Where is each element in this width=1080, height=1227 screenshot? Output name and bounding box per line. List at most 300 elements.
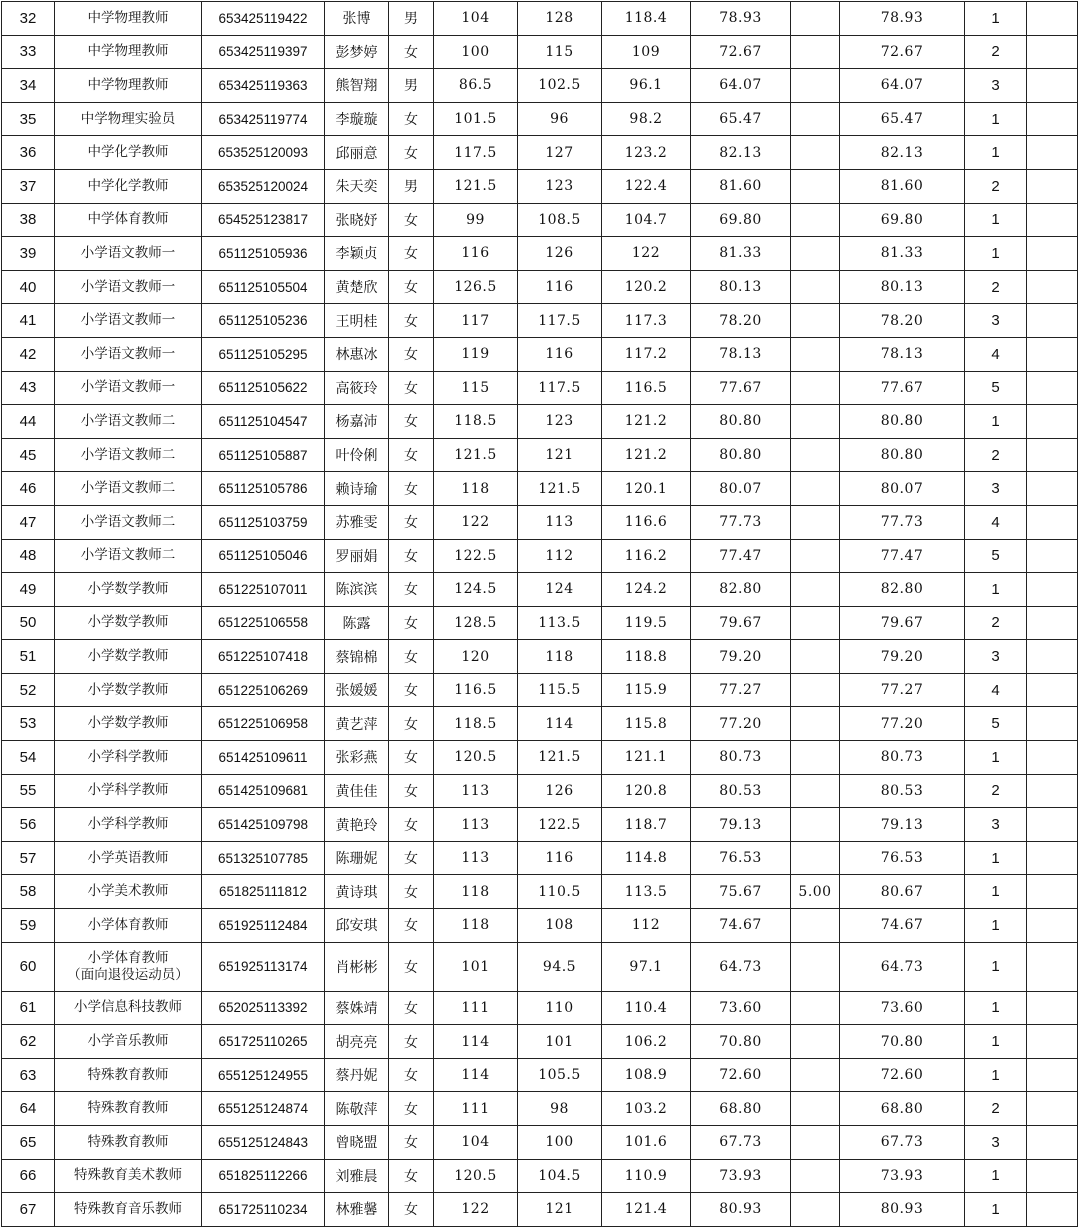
cell-score-1: 115 <box>434 371 518 405</box>
cell-score-2: 117.5 <box>518 304 602 338</box>
cell-final-score: 82.80 <box>840 573 965 607</box>
cell-position <box>55 1092 202 1126</box>
cell-candidate-name: 黄诗琪 <box>325 875 389 909</box>
cell-position <box>55 1159 202 1193</box>
cell-score-1: 121.5 <box>434 438 518 472</box>
cell-exam-id: 655125124955 <box>202 1058 325 1092</box>
cell-converted-score: 65.47 <box>691 102 791 136</box>
cell-gender: 女 <box>389 371 434 405</box>
cell-final-score: 64.73 <box>840 942 965 991</box>
table-row <box>2 505 1078 539</box>
cell-rank: 4 <box>965 505 1027 539</box>
cell-candidate-name: 陈敬萍 <box>325 1092 389 1126</box>
cell-final-score: 80.80 <box>840 438 965 472</box>
cell-rank: 5 <box>965 371 1027 405</box>
cell-serial-no: 36 <box>2 136 55 170</box>
cell-remarks <box>1027 203 1078 237</box>
cell-candidate-name: 邱安琪 <box>325 909 389 943</box>
cell-final-score: 79.13 <box>840 808 965 842</box>
cell-score-2: 112 <box>518 539 602 573</box>
cell-gender: 女 <box>389 774 434 808</box>
position-line: 特殊教育美术教师 <box>74 1167 182 1184</box>
cell-converted-score: 80.53 <box>691 774 791 808</box>
position-line: 小学数学教师 <box>87 715 169 732</box>
cell-score-1: 113 <box>434 841 518 875</box>
cell-converted-score: 80.07 <box>691 472 791 506</box>
cell-position <box>55 640 202 674</box>
cell-candidate-name: 叶伶俐 <box>325 438 389 472</box>
cell-final-score: 80.80 <box>840 405 965 439</box>
cell-bonus-points <box>791 505 840 539</box>
cell-converted-score: 79.13 <box>691 808 791 842</box>
cell-exam-id: 651925112484 <box>202 909 325 943</box>
position-line: 小学数学教师 <box>87 648 169 665</box>
cell-written-total: 116.6 <box>602 505 691 539</box>
table-row <box>2 270 1078 304</box>
position-line: 小学美术教师 <box>87 883 169 900</box>
cell-candidate-name: 李颖贞 <box>325 237 389 271</box>
cell-written-total: 96.1 <box>602 69 691 103</box>
cell-serial-no: 56 <box>2 808 55 842</box>
position-line: 小学语文教师二 <box>80 547 176 564</box>
table-row <box>2 169 1078 203</box>
cell-converted-score: 78.20 <box>691 304 791 338</box>
cell-gender: 女 <box>389 35 434 69</box>
cell-position <box>55 991 202 1025</box>
cell-serial-no: 65 <box>2 1126 55 1160</box>
cell-position <box>55 573 202 607</box>
cell-written-total: 122.4 <box>602 169 691 203</box>
cell-remarks <box>1027 808 1078 842</box>
cell-serial-no: 62 <box>2 1025 55 1059</box>
cell-final-score: 79.20 <box>840 640 965 674</box>
table-row <box>2 841 1078 875</box>
cell-score-2: 114 <box>518 707 602 741</box>
cell-score-1: 113 <box>434 774 518 808</box>
cell-position <box>55 808 202 842</box>
cell-converted-score: 68.80 <box>691 1092 791 1126</box>
cell-written-total: 119.5 <box>602 606 691 640</box>
position-line: 中学体育教师 <box>87 211 169 228</box>
cell-rank: 1 <box>965 136 1027 170</box>
cell-gender: 女 <box>389 991 434 1025</box>
position-line: 小学语文教师二 <box>80 446 176 463</box>
cell-written-total: 114.8 <box>602 841 691 875</box>
cell-rank: 1 <box>965 2 1027 36</box>
cell-position <box>55 203 202 237</box>
cell-remarks <box>1027 270 1078 304</box>
cell-score-2: 101 <box>518 1025 602 1059</box>
cell-exam-id: 654525123817 <box>202 203 325 237</box>
cell-written-total: 121.2 <box>602 438 691 472</box>
cell-converted-score: 80.93 <box>691 1193 791 1227</box>
cell-remarks <box>1027 539 1078 573</box>
cell-bonus-points <box>791 102 840 136</box>
cell-final-score: 68.80 <box>840 1092 965 1126</box>
position-line: 小学语文教师一 <box>80 312 176 329</box>
cell-written-total: 112 <box>602 909 691 943</box>
table-row <box>2 1126 1078 1160</box>
cell-bonus-points <box>791 774 840 808</box>
cell-remarks <box>1027 2 1078 36</box>
cell-final-score: 77.27 <box>840 673 965 707</box>
cell-serial-no: 61 <box>2 991 55 1025</box>
cell-final-score: 64.07 <box>840 69 965 103</box>
cell-final-score: 74.67 <box>840 909 965 943</box>
cell-gender: 女 <box>389 942 434 991</box>
cell-remarks <box>1027 1058 1078 1092</box>
cell-score-1: 117 <box>434 304 518 338</box>
cell-remarks <box>1027 136 1078 170</box>
cell-exam-id: 653425119397 <box>202 35 325 69</box>
cell-position <box>55 337 202 371</box>
cell-written-total: 115.8 <box>602 707 691 741</box>
cell-converted-score: 79.20 <box>691 640 791 674</box>
cell-written-total: 115.9 <box>602 673 691 707</box>
table-row <box>2 35 1078 69</box>
cell-score-1: 124.5 <box>434 573 518 607</box>
cell-score-2: 121 <box>518 438 602 472</box>
cell-converted-score: 80.73 <box>691 741 791 775</box>
cell-final-score: 81.60 <box>840 169 965 203</box>
cell-remarks <box>1027 169 1078 203</box>
cell-score-2: 123 <box>518 169 602 203</box>
cell-candidate-name: 熊智翔 <box>325 69 389 103</box>
cell-remarks <box>1027 707 1078 741</box>
cell-gender: 女 <box>389 1126 434 1160</box>
cell-remarks <box>1027 505 1078 539</box>
cell-score-1: 111 <box>434 1092 518 1126</box>
cell-bonus-points <box>791 909 840 943</box>
cell-score-1: 120.5 <box>434 1159 518 1193</box>
cell-converted-score: 79.67 <box>691 606 791 640</box>
table-row <box>2 539 1078 573</box>
cell-final-score: 77.73 <box>840 505 965 539</box>
cell-gender: 女 <box>389 337 434 371</box>
cell-bonus-points <box>791 304 840 338</box>
cell-written-total: 120.2 <box>602 270 691 304</box>
cell-candidate-name: 李璇璇 <box>325 102 389 136</box>
cell-candidate-name: 罗丽娟 <box>325 539 389 573</box>
cell-score-1: 101.5 <box>434 102 518 136</box>
cell-score-2: 108.5 <box>518 203 602 237</box>
cell-position <box>55 539 202 573</box>
cell-score-1: 126.5 <box>434 270 518 304</box>
position-line: 小学语文教师二 <box>80 513 176 530</box>
cell-serial-no: 44 <box>2 405 55 439</box>
cell-exam-id: 651225107418 <box>202 640 325 674</box>
cell-serial-no: 59 <box>2 909 55 943</box>
cell-converted-score: 81.60 <box>691 169 791 203</box>
cell-rank: 1 <box>965 1193 1027 1227</box>
cell-gender: 女 <box>389 438 434 472</box>
cell-final-score: 82.13 <box>840 136 965 170</box>
table-row <box>2 640 1078 674</box>
cell-final-score: 77.20 <box>840 707 965 741</box>
cell-remarks <box>1027 472 1078 506</box>
cell-score-1: 116.5 <box>434 673 518 707</box>
cell-gender: 女 <box>389 1159 434 1193</box>
cell-candidate-name: 高筱玲 <box>325 371 389 405</box>
cell-score-1: 104 <box>434 1126 518 1160</box>
position-line: 小学数学教师 <box>87 580 169 597</box>
cell-gender: 女 <box>389 909 434 943</box>
cell-score-2: 105.5 <box>518 1058 602 1092</box>
cell-remarks <box>1027 237 1078 271</box>
cell-bonus-points <box>791 203 840 237</box>
cell-final-score: 73.93 <box>840 1159 965 1193</box>
position-line: 中学物理实验员 <box>80 110 176 127</box>
table-row <box>2 2 1078 36</box>
cell-final-score: 80.67 <box>840 875 965 909</box>
position-line: 小学语文教师一 <box>80 244 176 261</box>
cell-written-total: 116.5 <box>602 371 691 405</box>
cell-score-2: 96 <box>518 102 602 136</box>
cell-gender: 女 <box>389 808 434 842</box>
cell-bonus-points <box>791 1159 840 1193</box>
position-line: 中学物理教师 <box>87 76 169 93</box>
cell-position <box>55 505 202 539</box>
cell-score-1: 100 <box>434 35 518 69</box>
cell-bonus-points <box>791 1025 840 1059</box>
cell-position <box>55 270 202 304</box>
table-row <box>2 304 1078 338</box>
table-row <box>2 203 1078 237</box>
cell-bonus-points <box>791 991 840 1025</box>
cell-score-1: 114 <box>434 1025 518 1059</box>
cell-position <box>55 237 202 271</box>
cell-bonus-points <box>791 1126 840 1160</box>
position-line: 小学语文教师二 <box>80 480 176 497</box>
cell-final-score: 77.67 <box>840 371 965 405</box>
cell-candidate-name: 苏雅雯 <box>325 505 389 539</box>
cell-written-total: 109 <box>602 35 691 69</box>
cell-written-total: 117.3 <box>602 304 691 338</box>
cell-bonus-points <box>791 606 840 640</box>
cell-rank: 4 <box>965 337 1027 371</box>
cell-position <box>55 438 202 472</box>
cell-gender: 女 <box>389 136 434 170</box>
cell-gender: 女 <box>389 841 434 875</box>
cell-candidate-name: 张媛媛 <box>325 673 389 707</box>
position-line: 中学化学教师 <box>87 144 169 161</box>
cell-score-2: 117.5 <box>518 371 602 405</box>
cell-score-1: 116 <box>434 237 518 271</box>
cell-serial-no: 40 <box>2 270 55 304</box>
table-row <box>2 707 1078 741</box>
cell-remarks <box>1027 741 1078 775</box>
cell-remarks <box>1027 991 1078 1025</box>
cell-candidate-name: 蔡姝靖 <box>325 991 389 1025</box>
table-row <box>2 573 1078 607</box>
cell-bonus-points <box>791 35 840 69</box>
cell-remarks <box>1027 438 1078 472</box>
cell-bonus-points <box>791 472 840 506</box>
cell-rank: 2 <box>965 606 1027 640</box>
cell-rank: 1 <box>965 237 1027 271</box>
cell-gender: 女 <box>389 673 434 707</box>
table-row <box>2 237 1078 271</box>
cell-serial-no: 34 <box>2 69 55 103</box>
cell-final-score: 70.80 <box>840 1025 965 1059</box>
cell-score-2: 126 <box>518 774 602 808</box>
cell-exam-id: 651425109681 <box>202 774 325 808</box>
cell-position <box>55 606 202 640</box>
cell-converted-score: 78.13 <box>691 337 791 371</box>
cell-gender: 女 <box>389 707 434 741</box>
table-row <box>2 405 1078 439</box>
cell-position <box>55 472 202 506</box>
cell-position <box>55 707 202 741</box>
position-line: 小学语文教师一 <box>80 278 176 295</box>
cell-serial-no: 66 <box>2 1159 55 1193</box>
cell-serial-no: 53 <box>2 707 55 741</box>
cell-written-total: 120.8 <box>602 774 691 808</box>
cell-candidate-name: 林惠冰 <box>325 337 389 371</box>
cell-position <box>55 841 202 875</box>
cell-bonus-points <box>791 405 840 439</box>
cell-final-score: 78.93 <box>840 2 965 36</box>
cell-score-2: 100 <box>518 1126 602 1160</box>
cell-bonus-points <box>791 573 840 607</box>
cell-bonus-points <box>791 438 840 472</box>
cell-score-2: 116 <box>518 270 602 304</box>
cell-final-score: 73.60 <box>840 991 965 1025</box>
cell-written-total: 121.4 <box>602 1193 691 1227</box>
table-row <box>2 1025 1078 1059</box>
cell-score-1: 122 <box>434 505 518 539</box>
table-row <box>2 102 1078 136</box>
cell-gender: 女 <box>389 270 434 304</box>
cell-exam-id: 651125105295 <box>202 337 325 371</box>
cell-serial-no: 50 <box>2 606 55 640</box>
cell-gender: 女 <box>389 472 434 506</box>
cell-converted-score: 82.80 <box>691 573 791 607</box>
table-row <box>2 337 1078 371</box>
cell-serial-no: 54 <box>2 741 55 775</box>
cell-score-2: 110 <box>518 991 602 1025</box>
cell-score-2: 94.5 <box>518 942 602 991</box>
cell-bonus-points <box>791 169 840 203</box>
cell-bonus-points <box>791 270 840 304</box>
cell-written-total: 113.5 <box>602 875 691 909</box>
cell-score-1: 122 <box>434 1193 518 1227</box>
cell-position <box>55 35 202 69</box>
cell-exam-id: 651825112266 <box>202 1159 325 1193</box>
cell-gender: 女 <box>389 606 434 640</box>
cell-written-total: 110.4 <box>602 991 691 1025</box>
cell-final-score: 80.07 <box>840 472 965 506</box>
cell-remarks <box>1027 1025 1078 1059</box>
cell-gender: 男 <box>389 169 434 203</box>
position-line: 小学语文教师一 <box>80 345 176 362</box>
cell-rank: 1 <box>965 741 1027 775</box>
cell-position <box>55 371 202 405</box>
cell-written-total: 120.1 <box>602 472 691 506</box>
position-line: 小学科学教师 <box>87 816 169 833</box>
cell-bonus-points <box>791 69 840 103</box>
cell-candidate-name: 朱天奕 <box>325 169 389 203</box>
cell-converted-score: 76.53 <box>691 841 791 875</box>
cell-position <box>55 136 202 170</box>
table-row <box>2 1193 1078 1227</box>
cell-exam-id: 651125103759 <box>202 505 325 539</box>
cell-serial-no: 43 <box>2 371 55 405</box>
cell-score-1: 113 <box>434 808 518 842</box>
cell-candidate-name: 彭梦婷 <box>325 35 389 69</box>
cell-rank: 3 <box>965 808 1027 842</box>
cell-gender: 女 <box>389 875 434 909</box>
table-row <box>2 808 1078 842</box>
cell-score-2: 108 <box>518 909 602 943</box>
cell-converted-score: 80.13 <box>691 270 791 304</box>
cell-exam-id: 651125105622 <box>202 371 325 405</box>
cell-score-1: 111 <box>434 991 518 1025</box>
cell-gender: 女 <box>389 539 434 573</box>
cell-converted-score: 82.13 <box>691 136 791 170</box>
cell-converted-score: 74.67 <box>691 909 791 943</box>
cell-converted-score: 67.73 <box>691 1126 791 1160</box>
cell-serial-no: 58 <box>2 875 55 909</box>
cell-remarks <box>1027 102 1078 136</box>
table-body <box>2 2 1078 1227</box>
table-row <box>2 673 1078 707</box>
cell-serial-no: 37 <box>2 169 55 203</box>
cell-bonus-points <box>791 640 840 674</box>
cell-bonus-points <box>791 841 840 875</box>
cell-position <box>55 774 202 808</box>
cell-candidate-name: 蔡丹妮 <box>325 1058 389 1092</box>
table-row <box>2 136 1078 170</box>
cell-exam-id: 651225106958 <box>202 707 325 741</box>
table-row <box>2 1058 1078 1092</box>
cell-score-2: 110.5 <box>518 875 602 909</box>
cell-exam-id: 651225106558 <box>202 606 325 640</box>
position-line: 小学音乐教师 <box>87 1033 169 1050</box>
cell-position <box>55 1058 202 1092</box>
cell-serial-no: 48 <box>2 539 55 573</box>
cell-gender: 女 <box>389 1058 434 1092</box>
position-line: 小学科学教师 <box>87 782 169 799</box>
cell-position <box>55 909 202 943</box>
cell-written-total: 98.2 <box>602 102 691 136</box>
cell-remarks <box>1027 875 1078 909</box>
cell-score-1: 117.5 <box>434 136 518 170</box>
cell-score-1: 128.5 <box>434 606 518 640</box>
position-line: 特殊教育教师 <box>87 1066 169 1083</box>
cell-written-total: 118.4 <box>602 2 691 36</box>
cell-serial-no: 52 <box>2 673 55 707</box>
cell-candidate-name: 陈滨滨 <box>325 573 389 607</box>
cell-score-2: 121.5 <box>518 472 602 506</box>
cell-bonus-points <box>791 808 840 842</box>
cell-gender: 女 <box>389 505 434 539</box>
cell-position <box>55 875 202 909</box>
cell-converted-score: 69.80 <box>691 203 791 237</box>
cell-position <box>55 1025 202 1059</box>
cell-rank: 3 <box>965 304 1027 338</box>
cell-written-total: 104.7 <box>602 203 691 237</box>
cell-final-score: 80.93 <box>840 1193 965 1227</box>
cell-candidate-name: 黄佳佳 <box>325 774 389 808</box>
cell-position <box>55 741 202 775</box>
cell-candidate-name: 黄艳玲 <box>325 808 389 842</box>
cell-final-score: 76.53 <box>840 841 965 875</box>
cell-score-1: 118 <box>434 909 518 943</box>
cell-exam-id: 652025113392 <box>202 991 325 1025</box>
position-line: 小学科学教师 <box>87 748 169 765</box>
cell-gender: 女 <box>389 102 434 136</box>
